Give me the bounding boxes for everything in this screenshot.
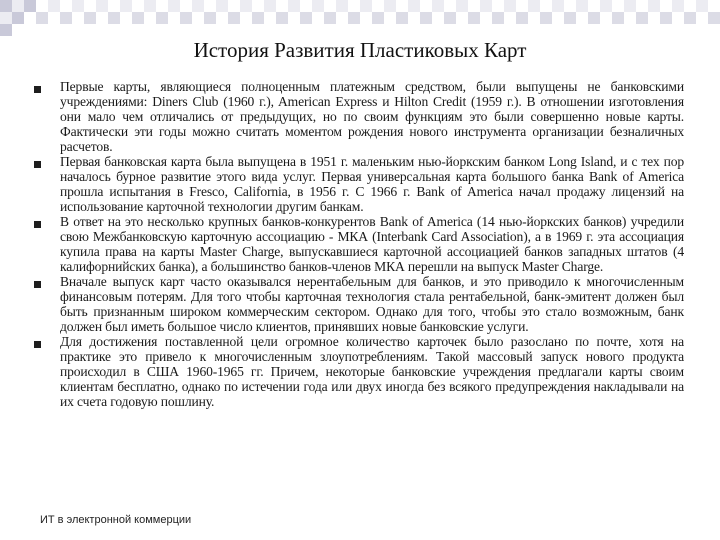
decor-square	[0, 0, 12, 12]
decor-square	[0, 12, 12, 24]
decor-square	[108, 12, 120, 24]
decor-square	[0, 24, 12, 36]
decor-square	[120, 0, 132, 12]
decor-square	[396, 12, 408, 24]
decor-square	[240, 0, 252, 12]
decor-square	[696, 0, 708, 12]
decor-square	[228, 12, 240, 24]
bullet-text: Для достижения поставленной цели огромное количество карточек было разослано по почте, хотя на практике это привело к многочисленным злоупотреблениям. Такой массовый запуск нового продукта происходил в США 1960-1965 гг. Причем, некоторые банковские учреждения предлагали карты своим клиентам бесплатно, однако по истечении года или двух иногда без всякого предупреждения накладывали на их счета годовую пошлину.	[60, 334, 684, 409]
decor-square	[600, 0, 612, 12]
decor-square	[84, 12, 96, 24]
decor-square	[276, 12, 288, 24]
decor-square	[456, 0, 468, 12]
decor-square	[504, 0, 516, 12]
square-bullet-icon	[34, 86, 41, 93]
decor-square	[24, 0, 36, 12]
decor-square	[384, 0, 396, 12]
list-item	[34, 79, 684, 154]
decor-square	[60, 12, 72, 24]
decor-square	[324, 12, 336, 24]
decor-square	[36, 12, 48, 24]
bullet-text: Вначале выпуск карт часто оказывался нерентабельным для банков, и это приводило к многочисленным финансовым потерям. Для того чтобы карточная технология стала рентабельной, банк-эмитент должен был быть признанным широком коммерческим сектором. Однако для того, чтобы это стало возможным, банк должен был иметь большое число клиентов, принявших новые банковские услуги.	[60, 274, 684, 334]
decor-square	[588, 12, 600, 24]
decor-square	[552, 0, 564, 12]
square-bullet-icon	[34, 221, 41, 228]
decor-square	[528, 0, 540, 12]
decor-square	[12, 12, 24, 24]
decor-square	[180, 12, 192, 24]
decor-square	[444, 12, 456, 24]
decor-square	[156, 12, 168, 24]
decor-square	[336, 0, 348, 12]
list-item	[34, 154, 684, 214]
decor-square	[576, 0, 588, 12]
decor-square	[288, 0, 300, 12]
decor-square	[372, 12, 384, 24]
decor-square	[132, 12, 144, 24]
decor-square	[516, 12, 528, 24]
decor-square	[192, 0, 204, 12]
decor-square	[204, 12, 216, 24]
decor-square	[72, 0, 84, 12]
footer-text: ИТ в электронной коммерции	[40, 514, 192, 526]
bullet-text: Первая банковская карта была выпущена в 1951 г. маленьким нью-йоркским банком Long Island, и с тех пор началось бурное развитие этого вида услуг. Первая универсальная карта большого банка Bank of America прошла испытания в Fresco, California, в 1956 г. С 1966 г. Bank of America начал продажу лицензий на использование карточной технологии другим банкам.	[60, 154, 684, 214]
square-bullet-icon	[34, 161, 41, 168]
decor-square	[252, 12, 264, 24]
decor-square	[540, 12, 552, 24]
decor-square	[564, 12, 576, 24]
decor-square	[624, 0, 636, 12]
decor-square	[420, 12, 432, 24]
decor-square	[468, 12, 480, 24]
decor-square	[672, 0, 684, 12]
decor-square	[684, 12, 696, 24]
decor-square	[48, 0, 60, 12]
bullet-list	[34, 79, 684, 409]
decor-square	[660, 12, 672, 24]
list-item	[34, 274, 684, 334]
decor-square	[432, 0, 444, 12]
decor-square	[480, 0, 492, 12]
decor-square	[612, 12, 624, 24]
decor-square	[264, 0, 276, 12]
decor-square	[96, 0, 108, 12]
decor-square	[636, 12, 648, 24]
list-item	[34, 334, 684, 409]
decor-square	[144, 0, 156, 12]
bullet-text: В ответ на это несколько крупных банков-конкурентов Bank of America (14 нью-йоркских банков) учредили свою Межбанковскую карточную ассоциацию - МКА (Interbank Card Association), а в 1969 г. эта ассоциация купила права на карты Master Charge, выпускавшиеся карточной ассоциацией банков западных штатов (4 калифорнийских банка), а большинство банков-членов МКА перешли на выпуск Master Charge.	[60, 214, 684, 274]
square-bullet-icon	[34, 281, 41, 288]
decorative-header-squares	[0, 0, 720, 36]
decor-square	[348, 12, 360, 24]
decor-square	[12, 0, 24, 12]
decor-square	[360, 0, 372, 12]
decor-square	[408, 0, 420, 12]
decor-square	[300, 12, 312, 24]
square-bullet-icon	[34, 341, 41, 348]
decor-square	[492, 12, 504, 24]
slide-title: История Развития Пластиковых Карт	[193, 38, 527, 62]
decor-square	[168, 0, 180, 12]
list-item	[34, 214, 684, 274]
bullet-text: Первые карты, являющиеся полноценным платежным средством, были выпущены не банковскими учреждениями: Diners Club (1960 г.), American Express и Hilton Credit (1959 г.). В отношении изготовления они мало чем отличались от предыдущих, но по своим функциям это были совершенно новые карты. Фактически эти годы можно считать моментом рождения нового инструмента организации безналичных расчетов.	[60, 79, 684, 154]
decor-square	[216, 0, 228, 12]
decor-square	[648, 0, 660, 12]
decor-square	[708, 12, 720, 24]
decor-square	[312, 0, 324, 12]
